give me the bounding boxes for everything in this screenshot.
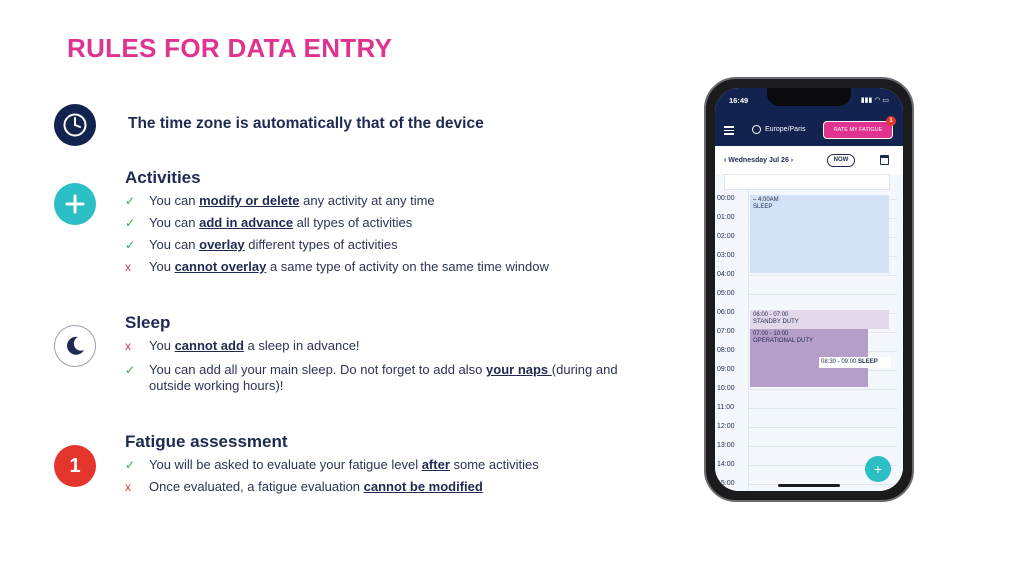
clock-icon [752,125,761,134]
event-operational-duty[interactable]: 07:00 - 10:00 OPERATIONAL DUTY [750,329,868,387]
check-icon: ✓ [125,458,136,472]
moon-icon [54,325,96,367]
cross-icon: x [125,339,131,353]
event-standby-duty[interactable]: 06:00 - 07:00 STANDBY DUTY [750,310,889,329]
all-day-row[interactable] [724,174,890,190]
hour-row: 06:00 [715,313,903,332]
rule-item: x You cannot overlay a same type of activity on the same time window [125,259,549,274]
cross-icon: x [125,260,131,274]
rule-item: ✓ You can overlay different types of activities [125,237,398,252]
hour-row: 07:00 [715,332,903,351]
menu-icon[interactable] [724,126,734,134]
home-indicator [778,484,840,487]
cross-icon: x [125,480,131,494]
sleep-heading: Sleep [125,313,171,332]
now-button[interactable]: NOW [827,154,855,167]
event-sleep[interactable]: – 4:00AM SLEEP [750,195,889,273]
hour-row: 13:00 [715,446,903,465]
hour-row: 00:00 [715,199,903,218]
calendar-icon[interactable] [880,155,889,165]
status-icons: ▮▮▮ ◠ ▭ [860,97,889,104]
timezone-text: The time zone is automatically that of the device [128,115,484,132]
hour-row: 12:00 [715,427,903,446]
activities-heading: Activities [125,168,201,187]
app-bar [715,114,903,146]
hour-row: 11:00 [715,408,903,427]
rule-item: x You cannot add a sleep in advance! [125,338,360,353]
hour-row: 14:00 [715,465,903,484]
hour-row: 15:00 [715,484,903,491]
timezone-label[interactable]: Europe/Paris [765,126,806,133]
hour-row: 05:00 [715,294,903,313]
phone-screen [715,88,903,491]
check-icon: ✓ [125,216,136,230]
plus-icon [54,183,96,225]
rule-item: ✓ You can modify or delete any activity at any time [125,193,435,208]
hour-row: 04:00 [715,275,903,294]
fatigue-section [125,432,539,501]
add-activity-button[interactable]: + [865,456,891,482]
date-navigation [715,146,903,174]
activities-section [125,168,549,281]
rule-item: ✓ You can add all your main sleep. Do not forget to add also your naps (during and outside working hours)! [125,362,618,393]
date-label[interactable]: ‹ Wednesday Jul 26 › [724,157,794,164]
number-one-icon: 1 [54,445,96,487]
rate-my-fatigue-button[interactable]: RATE MY FATIGUE [823,121,893,139]
sleep-section [125,313,639,400]
check-icon: ✓ [125,194,136,208]
check-icon: ✓ [125,363,136,377]
event-nap-sleep[interactable]: 08:30 - 09:00 SLEEP [819,357,891,368]
status-time: 16:49 [729,96,749,105]
phone-mockup [704,77,914,502]
hour-row: 01:00 [715,218,903,237]
hour-row: 09:00 [715,370,903,389]
rule-item: ✓ You can add in advance all types of activities [125,215,413,230]
notification-badge: 1 [886,116,896,126]
hour-row: 10:00 [715,389,903,408]
phone-notch [767,88,851,106]
rule-item: x Once evaluated, a fatigue evaluation cannot be modified [125,479,483,494]
fatigue-heading: Fatigue assessment [125,432,288,451]
rule-item: ✓ You will be asked to evaluate your fatigue level after some activities [125,457,539,472]
hour-row: 02:00 [715,237,903,256]
hour-row: 08:00 [715,351,903,370]
slide-title: RULES FOR DATA ENTRY [67,33,393,63]
check-icon: ✓ [125,238,136,252]
hour-row: 03:00 [715,256,903,275]
clock-icon [54,104,96,146]
day-calendar-grid[interactable] [715,174,903,491]
